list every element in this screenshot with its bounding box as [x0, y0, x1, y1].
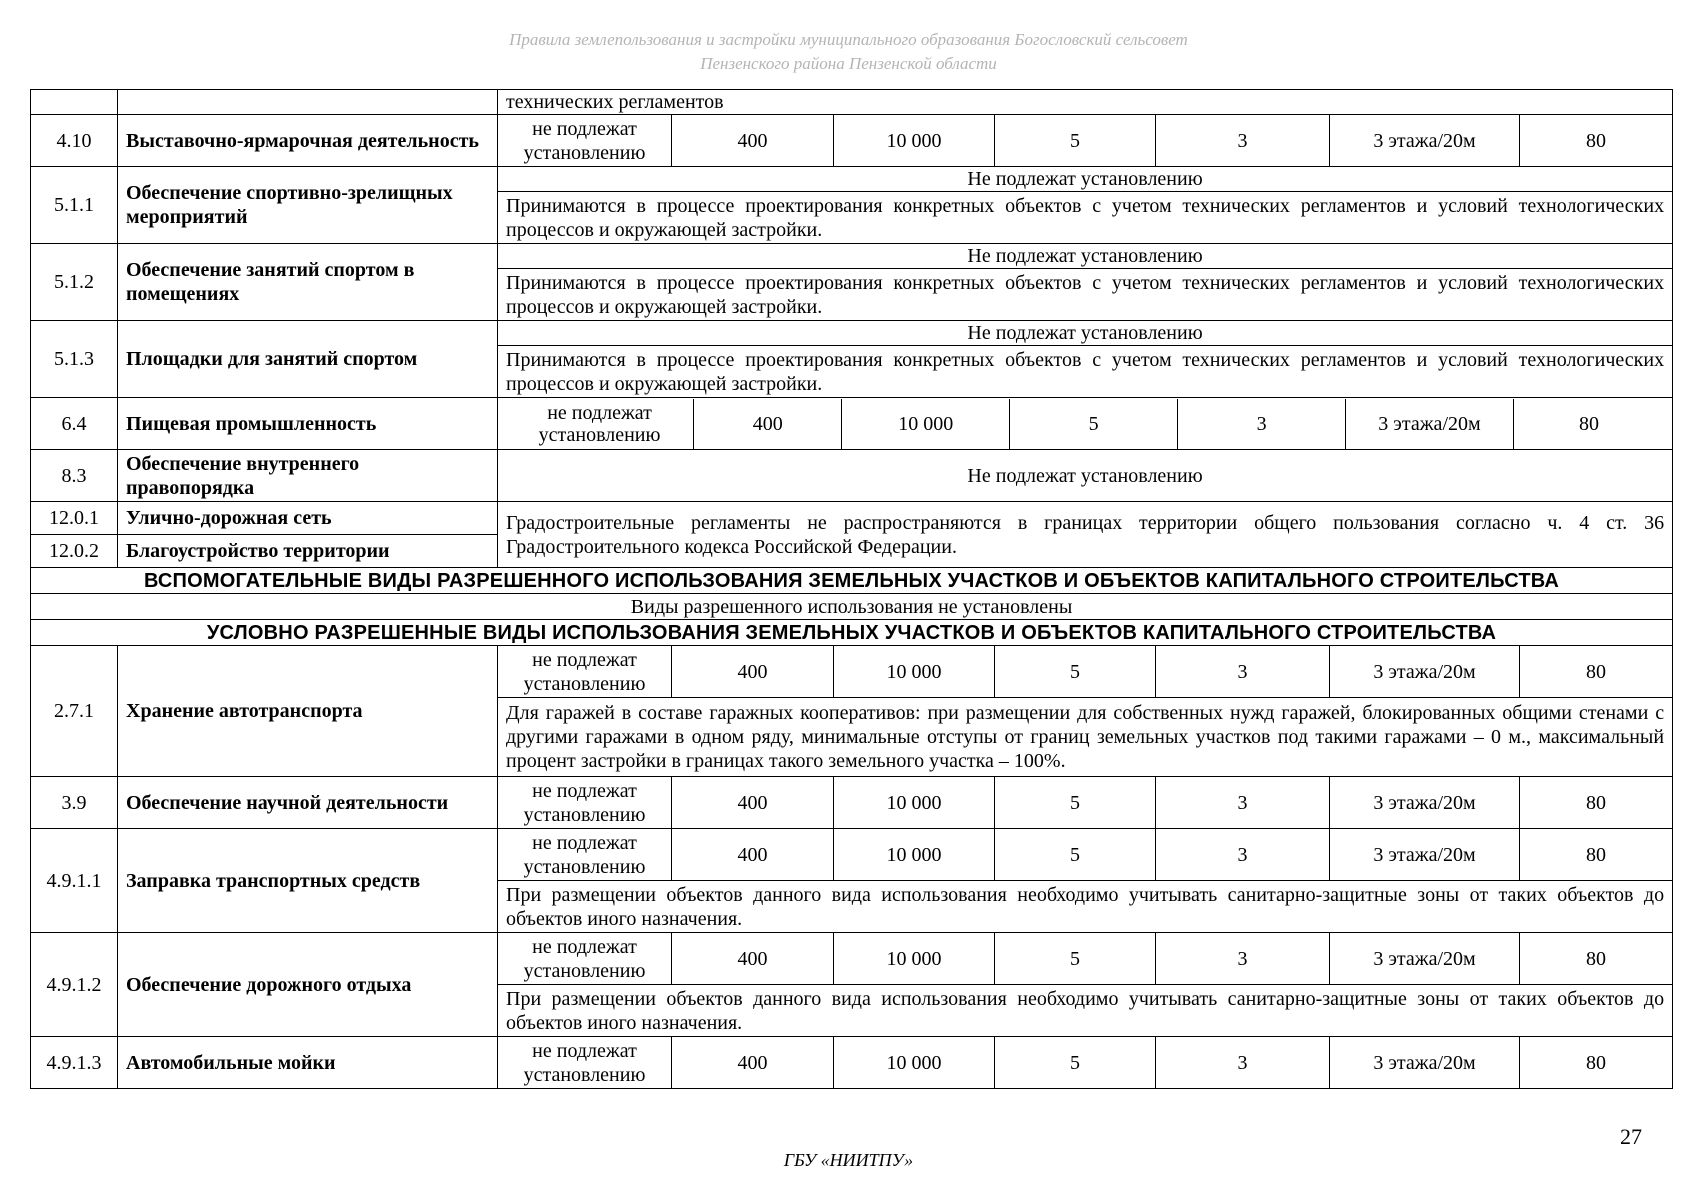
param-cell: 10 000 — [834, 829, 995, 881]
code-cell: 12.0.2 — [31, 535, 118, 568]
param-cell: 80 — [1520, 646, 1673, 698]
name-cell: Обеспечение спортивно-зрелищных мероприятий — [118, 167, 498, 244]
not-established-cell: Не подлежат установлению — [498, 244, 1673, 269]
param-cell: 400 — [672, 115, 834, 167]
code-cell: 4.10 — [31, 115, 118, 167]
code-cell: 5.1.2 — [31, 244, 118, 321]
name-cell: Заправка транспортных средств — [118, 829, 498, 933]
table-row — [31, 933, 1673, 985]
param-cell: 3 — [1178, 399, 1346, 449]
name-cell: Выставочно-ярмарочная деятельность — [118, 115, 498, 167]
param-cell: 80 — [1513, 399, 1664, 449]
param-cell: 10 000 — [834, 933, 995, 985]
table-row — [31, 777, 1673, 829]
param-cell: не подлежат установлению — [498, 777, 672, 829]
param-cell: 5 — [995, 933, 1156, 985]
param-cell: не подлежат установлению — [498, 646, 672, 698]
param-cell: 5 — [995, 1037, 1156, 1089]
code-cell: 5.1.1 — [31, 167, 118, 244]
code-cell: 4.9.1.1 — [31, 829, 118, 933]
note-cell: При размещении объектов данного вида использования необходимо учитывать санитарно-защитные зоны от таких объектов до объектов иного назначения. — [498, 985, 1673, 1037]
table-row — [31, 244, 1673, 269]
param-cell: 80 — [1520, 1037, 1673, 1089]
name-cell: Обеспечение дорожного отдыха — [118, 933, 498, 1037]
table-row — [31, 90, 1673, 115]
param-cell: 400 — [672, 646, 834, 698]
name-cell: Благоустройство территории — [118, 535, 498, 568]
param-cell: 3 этажа/20м — [1346, 399, 1514, 449]
note-cell: Принимаются в процессе проектирования конкретных объектов с учетом технических регламентов и условий технологических процессов и окружающей застройки. — [498, 346, 1673, 398]
param-cell: 3 — [1156, 115, 1330, 167]
param-cell: 400 — [672, 1037, 834, 1089]
table-row — [31, 321, 1673, 346]
code-cell: 4.9.1.2 — [31, 933, 118, 1037]
table-row — [31, 620, 1673, 646]
param-cell: 10 000 — [834, 646, 995, 698]
param-cell: 10 000 — [834, 1037, 995, 1089]
not-established-cell: Не подлежат установлению — [498, 450, 1673, 502]
param-cell: 80 — [1520, 777, 1673, 829]
param-cell: 80 — [1520, 115, 1673, 167]
table-row — [31, 115, 1673, 167]
table-row — [31, 450, 1673, 502]
param-cell: 10 000 — [834, 777, 995, 829]
note-cell: Для гаражей в составе гаражных кооперативов: при размещении для собственных нужд гаражей, блокированных общими стенами с другими гаражами в одном ряду, минимальные отступы от границ земельных участков под такими гаражами – 0 м., максимальный процент застройки в границах такого земельного участка – 100%. — [498, 698, 1673, 777]
table-row — [31, 167, 1673, 192]
table-row — [31, 398, 1673, 450]
table-row — [31, 502, 1673, 535]
name-cell: Обеспечение научной деятельности — [118, 777, 498, 829]
table-row — [31, 1037, 1673, 1089]
param-cell: 3 — [1156, 1037, 1330, 1089]
code-cell: 8.3 — [31, 450, 118, 502]
name-cell: Улично-дорожная сеть — [118, 502, 498, 535]
param-cell: 3 — [1156, 933, 1330, 985]
param-cell: 80 — [1520, 933, 1673, 985]
param-cell: 3 этажа/20м — [1330, 777, 1520, 829]
running-header-line1: Правила землепользования и застройки муниципального образования Богословский сельсовет — [509, 30, 1188, 49]
name-cell — [118, 90, 498, 115]
table-row — [31, 568, 1673, 594]
table-row — [31, 594, 1673, 620]
param-cell: 400 — [672, 933, 834, 985]
param-cell: не подлежат установлению — [498, 829, 672, 881]
name-cell: Обеспечение внутреннего правопорядка — [118, 450, 498, 502]
note-cell: Принимаются в процессе проектирования конкретных объектов с учетом технических регламентов и условий технологических процессов и окружающей застройки. — [498, 192, 1673, 244]
param-cell: 5 — [995, 646, 1156, 698]
continuation-text: технических регламентов — [498, 90, 1673, 115]
note-cell: Принимаются в процессе проектирования конкретных объектов с учетом технических регламентов и условий технологических процессов и окружающей застройки. — [498, 269, 1673, 321]
table-row — [31, 646, 1673, 698]
note-cell: При размещении объектов данного вида использования необходимо учитывать санитарно-защитные зоны от таких объектов до объектов иного назначения. — [498, 881, 1673, 933]
param-cell: 400 — [694, 399, 842, 449]
name-cell: Площадки для занятий спортом — [118, 321, 498, 398]
param-cell: 3 этажа/20м — [1330, 829, 1520, 881]
param-cell: не подлежат установлению — [498, 1037, 672, 1089]
table-row — [31, 829, 1673, 881]
name-cell: Пищевая промышленность — [118, 398, 498, 450]
param-cell: 3 этажа/20м — [1330, 115, 1520, 167]
param-cell: 3 — [1156, 829, 1330, 881]
param-cell: 400 — [672, 829, 834, 881]
param-cell: 5 — [995, 115, 1156, 167]
running-header-line2: Пензенского района Пензенской области — [700, 54, 997, 73]
param-cell: 3 — [1156, 777, 1330, 829]
code-cell: 2.7.1 — [31, 646, 118, 777]
note-cell: Градостроительные регламенты не распространяются в границах территории общего пользования согласно ч. 4 ст. 36 Градостроительного кодекса Российской Федерации. — [498, 502, 1673, 568]
param-cell: не подлежат установлению — [498, 933, 672, 985]
code-cell: 3.9 — [31, 777, 118, 829]
not-established-cell: Не подлежат установлению — [498, 167, 1673, 192]
code-cell: 5.1.3 — [31, 321, 118, 398]
param-cell: 3 этажа/20м — [1330, 1037, 1520, 1089]
section-note: Виды разрешенного использования не установлены — [31, 594, 1673, 620]
param-cell: 10 000 — [842, 399, 1010, 449]
param-cell: не подлежат установлению — [498, 115, 672, 167]
name-cell: Обеспечение занятий спортом в помещениях — [118, 244, 498, 321]
code-cell: 6.4 — [31, 398, 118, 450]
param-cell: 10 000 — [834, 115, 995, 167]
code-cell — [31, 90, 118, 115]
zoning-regulations-table — [30, 89, 1673, 1089]
param-cell: 5 — [995, 829, 1156, 881]
param-cell: не подлежат установлению — [538, 401, 661, 446]
name-cell: Хранение автотранспорта — [118, 646, 498, 777]
param-group — [498, 398, 1673, 450]
param-cell: 5 — [1010, 399, 1178, 449]
code-cell: 12.0.1 — [31, 502, 118, 535]
param-cell: 3 — [1156, 646, 1330, 698]
param-cell: 5 — [995, 777, 1156, 829]
code-cell: 4.9.1.3 — [31, 1037, 118, 1089]
section-heading-auxiliary: ВСПОМОГАТЕЛЬНЫЕ ВИДЫ РАЗРЕШЕННОГО ИСПОЛЬЗОВАНИЯ ЗЕМЕЛЬНЫХ УЧАСТКОВ И ОБЪЕКТОВ КАПИТАЛЬНОГО СТРОИТЕЛЬСТВА — [31, 568, 1673, 594]
param-cell: 3 этажа/20м — [1330, 646, 1520, 698]
param-cell: 80 — [1520, 829, 1673, 881]
not-established-cell: Не подлежат установлению — [498, 321, 1673, 346]
footer-organization: ГБУ «НИИТПУ» — [783, 1150, 914, 1170]
page-number: 27 — [1620, 1124, 1642, 1149]
param-cell: 400 — [672, 777, 834, 829]
param-cell: 3 этажа/20м — [1330, 933, 1520, 985]
name-cell: Автомобильные мойки — [118, 1037, 498, 1089]
section-heading-conditional: УСЛОВНО РАЗРЕШЕННЫЕ ВИДЫ ИСПОЛЬЗОВАНИЯ ЗЕМЕЛЬНЫХ УЧАСТКОВ И ОБЪЕКТОВ КАПИТАЛЬНОГО СТРОИТЕЛЬСТВА — [31, 620, 1673, 646]
